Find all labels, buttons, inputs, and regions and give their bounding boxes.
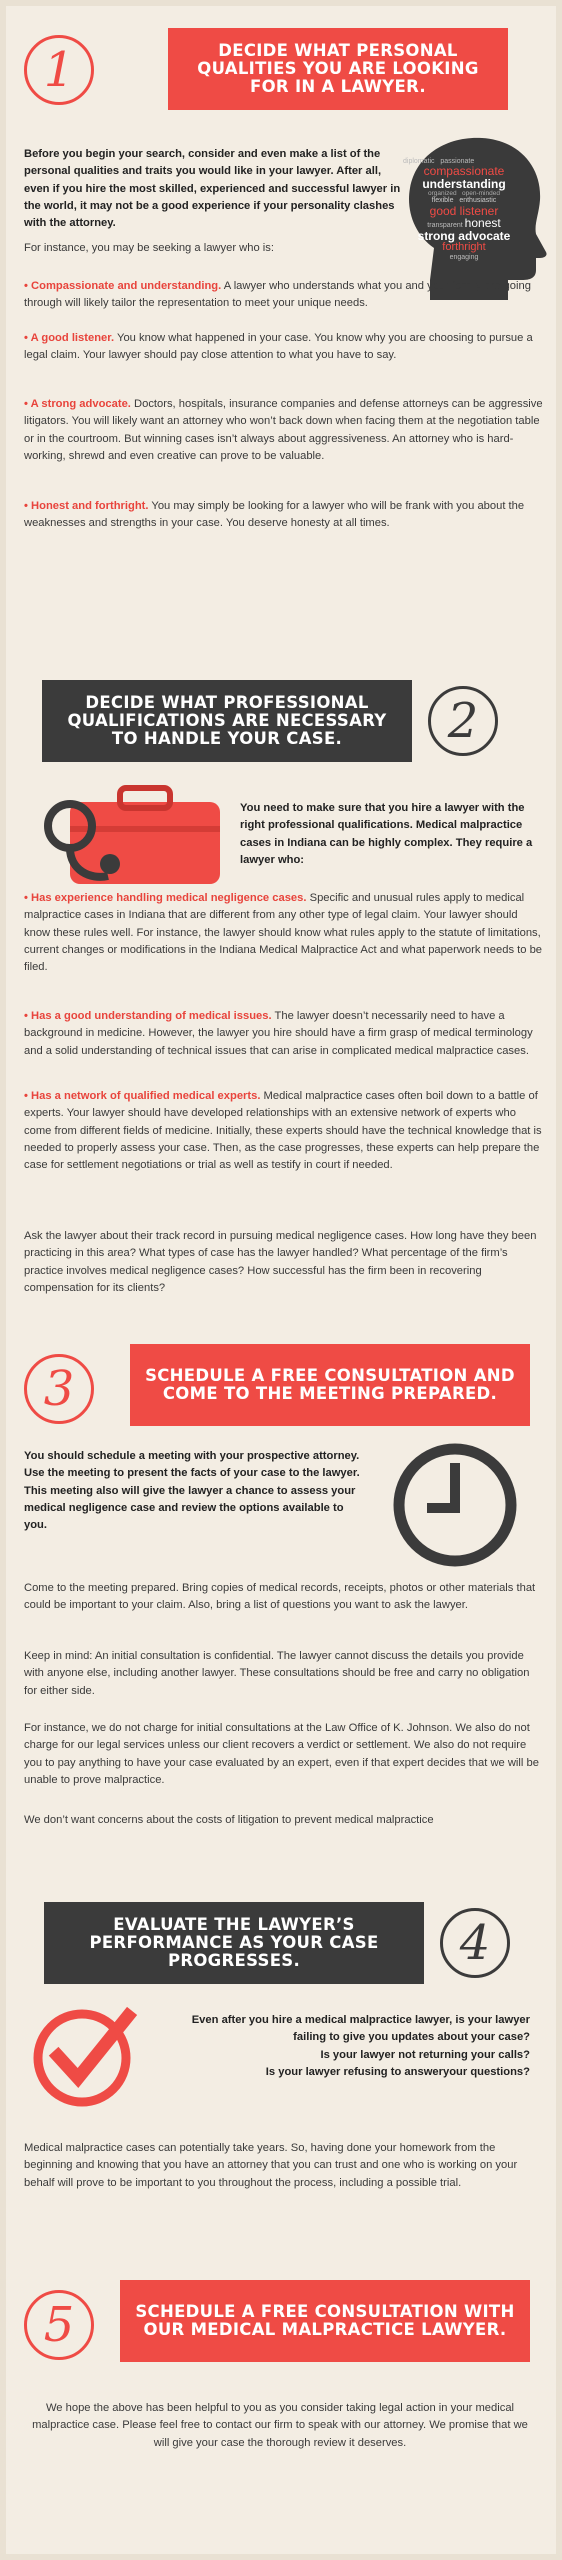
section-3	[0, 1320, 562, 1880]
section-1-title: DECIDE WHAT PERSONAL QUALITIES YOU ARE LOOKING FOR IN A LAWYER.	[168, 28, 508, 110]
list-item: • Compassionate and understanding. A lawyer who understands what you and your family are going through will likely tailor the representation to meet your unique needs.	[24, 280, 531, 310]
section-3-para: Come to the meeting prepared. Bring copies of medical records, receipts, photos or other materials that could be important to your claim. Also, bring a list of questions you want to ask the lawyer.	[24, 1582, 536, 1612]
list-item: • A strong advocate. Doctors, hospitals, insurance companies and defense attorneys can be aggressive litigators. You will likely want an attorney who won’t back down when facing them at the negotiation table or in the courtroom. But winning cases isn’t always about aggressiveness. An attorney who is hard-working, shrewd and even creative can prove to be valuable.	[24, 398, 543, 463]
section-3-title: SCHEDULE A FREE CONSULTATION AND COME TO THE MEETING PREPARED.	[130, 1344, 530, 1426]
section-4-para: Medical malpractice cases can potentially take years. So, having done your homework from the beginning and knowing that you have an attorney that you can trust and one who is working on your behalf will prove to be important to you throughout the process, including a possible trial.	[24, 2142, 518, 2189]
section-4-questions: Even after you hire a medical malpractice lawyer, is your lawyer failing to give you updates about your case? Is your lawyer not returning your calls? Is your lawyer refusing to answeryour questions?	[191, 2014, 530, 2079]
section-4	[0, 1880, 562, 2240]
checkmark-icon	[30, 2000, 140, 2110]
list-item: • Has a network of qualified medical experts. Medical malpractice cases often boil down to a battle of experts. Your lawyer should have developed relationships with an extensive network of experts who come from different fields of medicine. Initially, these experts should have the technical knowledge that is needed to properly assess your case. Then, as the case progresses, these experts can help prepare the case for settlement negotiations or trial as well as testify in court if needed.	[24, 1090, 542, 1172]
section-1-intro: Before you begin your search, consider and even make a list of the personal qualities and traits you would like in your lawyer. After all, even if you hire the most skilled, experienced and successful lawyer in the world, it may not be a good experience if your personality clashes with the attorney.	[24, 148, 401, 230]
section-2	[0, 640, 562, 1295]
list-item: • Honest and forthright. You may simply be looking for a lawyer who will be frank with you about the weaknesses and strengths in your case. You deserve honesty at all times.	[24, 500, 525, 530]
medical-bag-icon	[30, 780, 230, 890]
section-2-title: DECIDE WHAT PROFESSIONAL QUALIFICATIONS ARE NECESSARY TO HANDLE YOUR CASE.	[42, 680, 412, 762]
section-5	[0, 2240, 562, 2560]
step-number-2: 2	[428, 686, 498, 756]
section-2-closing: Ask the lawyer about their track record in pursuing medical negligence cases. How long have they been practicing in this area? What types of case has the lawyer handled? What percentage of the firm’s practice involves medical negligence cases? How successful has the firm been in recovering compensation for its clients?	[24, 1230, 537, 1295]
step-number-5: 5	[24, 2290, 94, 2360]
clock-icon	[390, 1440, 520, 1570]
step-number-1: 1	[24, 35, 94, 105]
list-item: • Has a good understanding of medical issues. The lawyer doesn’t necessarily need to have a background in medicine. However, the lawyer you hire should have a firm grasp of medical terminology and a solid understanding of technical issues that can arise in complicated medical malpractice cases.	[24, 1010, 533, 1057]
step-number-3: 3	[24, 1354, 94, 1424]
section-3-para: Keep in mind: An initial consultation is confidential. The lawyer cannot discuss the details you provide with anyone else, including another lawyer. These consultations should be free and carry no obligation for either side.	[24, 1650, 530, 1697]
section-3-intro: You should schedule a meeting with your prospective attorney. Use the meeting to present the facts of your case to the lawyer. This meeting also will give the lawyer a chance to assess your medical negligence case and review the options available to you.	[24, 1450, 360, 1532]
step-number-4: 4	[440, 1908, 510, 1978]
section-5-para: We hope the above has been helpful to you as you consider taking legal action in your medical malpractice case. Please feel free to contact our firm to speak with our attorney. We promise that we will give your case the thorough review it deserves.	[32, 2402, 528, 2449]
list-item: • A good listener. You know what happened in your case. You know why you are choosing to pursue a legal claim. Your lawyer should pay close attention to what you have to say.	[24, 332, 533, 362]
section-3-para: We don’t want concerns about the costs of litigation to prevent medical malpractice	[24, 1814, 434, 1826]
section-3-para: For instance, we do not charge for initial consultations at the Law Office of K. Johnson. We also do not charge for our legal services unless our client recovers a verdict or settlement. We also do not require you to pay anything to have your case evaluated by an expert, even if that expert decides that we will be unable to prove malpractice.	[24, 1722, 539, 1787]
section-4-title: EVALUATE THE LAWYER’S PERFORMANCE AS YOUR CASE PROGRESSES.	[44, 1902, 424, 1984]
word-cloud: diplomatic passionate compassionate understanding organized open-minded flexible enthusiastic good listener transparent honest strong advocate forthright engaging	[403, 158, 511, 262]
section-1-lead: For instance, you may be seeking a lawyer who is:	[24, 242, 274, 254]
list-item: • Has experience handling medical negligence cases. Specific and unusual rules apply to medical malpractice cases in Indiana that are different from any other type of legal claim. Your lawyer should know these rules well. For instance, the lawyer should know what rules apply to the statute of limitations, current changes or modifications in the Indiana Medical Malpractice Act and what paperwork needs to be filed.	[24, 892, 543, 974]
section-2-intro: You need to make sure that you hire a lawyer with the right professional qualifications. Medical malpractice cases in Indiana can be highly complex. They require a lawyer who:	[240, 802, 533, 867]
section-5-title: SCHEDULE A FREE CONSULTATION WITH OUR MEDICAL MALPRACTICE LAWYER.	[120, 2280, 530, 2362]
section-1	[0, 0, 562, 580]
